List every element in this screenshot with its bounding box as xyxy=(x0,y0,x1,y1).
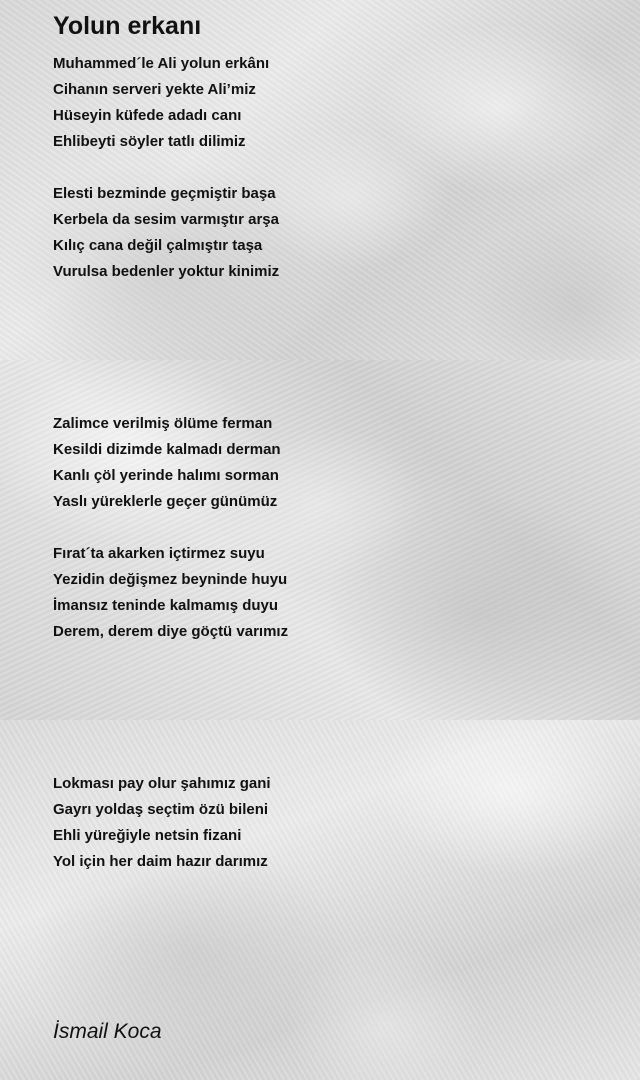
poem-line: Cihanın serveri yekte Ali’miz xyxy=(53,81,256,98)
poem-line: Kanlı çöl yerinde halımı sorman xyxy=(53,467,279,484)
stanza-4 xyxy=(53,541,288,645)
stanza-3 xyxy=(53,411,281,515)
poem-line: Fırat´ta akarken içtirmez suyu xyxy=(53,545,265,562)
poem-line: Ehlibeyti söyler tatlı dilimiz xyxy=(53,133,246,150)
poem-line: Zalimce verilmiş ölüme ferman xyxy=(53,415,273,432)
poem-line: Muhammed´le Ali yolun erkânı xyxy=(53,55,270,72)
poem-line: Kesildi dizimde kalmadı derman xyxy=(53,441,281,458)
poem-line: İmansız teninde kalmamış duyu xyxy=(53,597,279,614)
poem-line: Kerbela da sesim varmıştır arşa xyxy=(53,211,279,228)
poem-line: Elesti bezminde geçmiştir başa xyxy=(53,185,276,202)
poem-line: Yezidin değişmez beyninde huyu xyxy=(53,571,288,588)
poem-line: Yaslı yüreklerle geçer günümüz xyxy=(53,493,278,510)
poem-line: Ehli yüreğiyle netsin fizani xyxy=(53,827,242,844)
poem-title: Yolun erkanı xyxy=(53,12,202,40)
stanza-2 xyxy=(53,181,279,285)
stanza-1 xyxy=(53,51,269,155)
poem-author: İsmail Koca xyxy=(53,1020,162,1043)
poem-line: Kılıç cana değil çalmıştır taşa xyxy=(53,237,263,254)
poem-line: Vurulsa bedenler yoktur kinimiz xyxy=(53,263,280,280)
stanza-5 xyxy=(53,771,271,875)
poem-line: Derem, derem diye göçtü varımız xyxy=(53,623,289,640)
poem-line: Yol için her daim hazır darımız xyxy=(53,853,268,870)
poem-line: Gayrı yoldaş seçtim özü bileni xyxy=(53,801,269,818)
poem-line: Hüseyin küfede adadı canı xyxy=(53,107,242,124)
poem-line: Lokması pay olur şahımız gani xyxy=(53,775,271,792)
